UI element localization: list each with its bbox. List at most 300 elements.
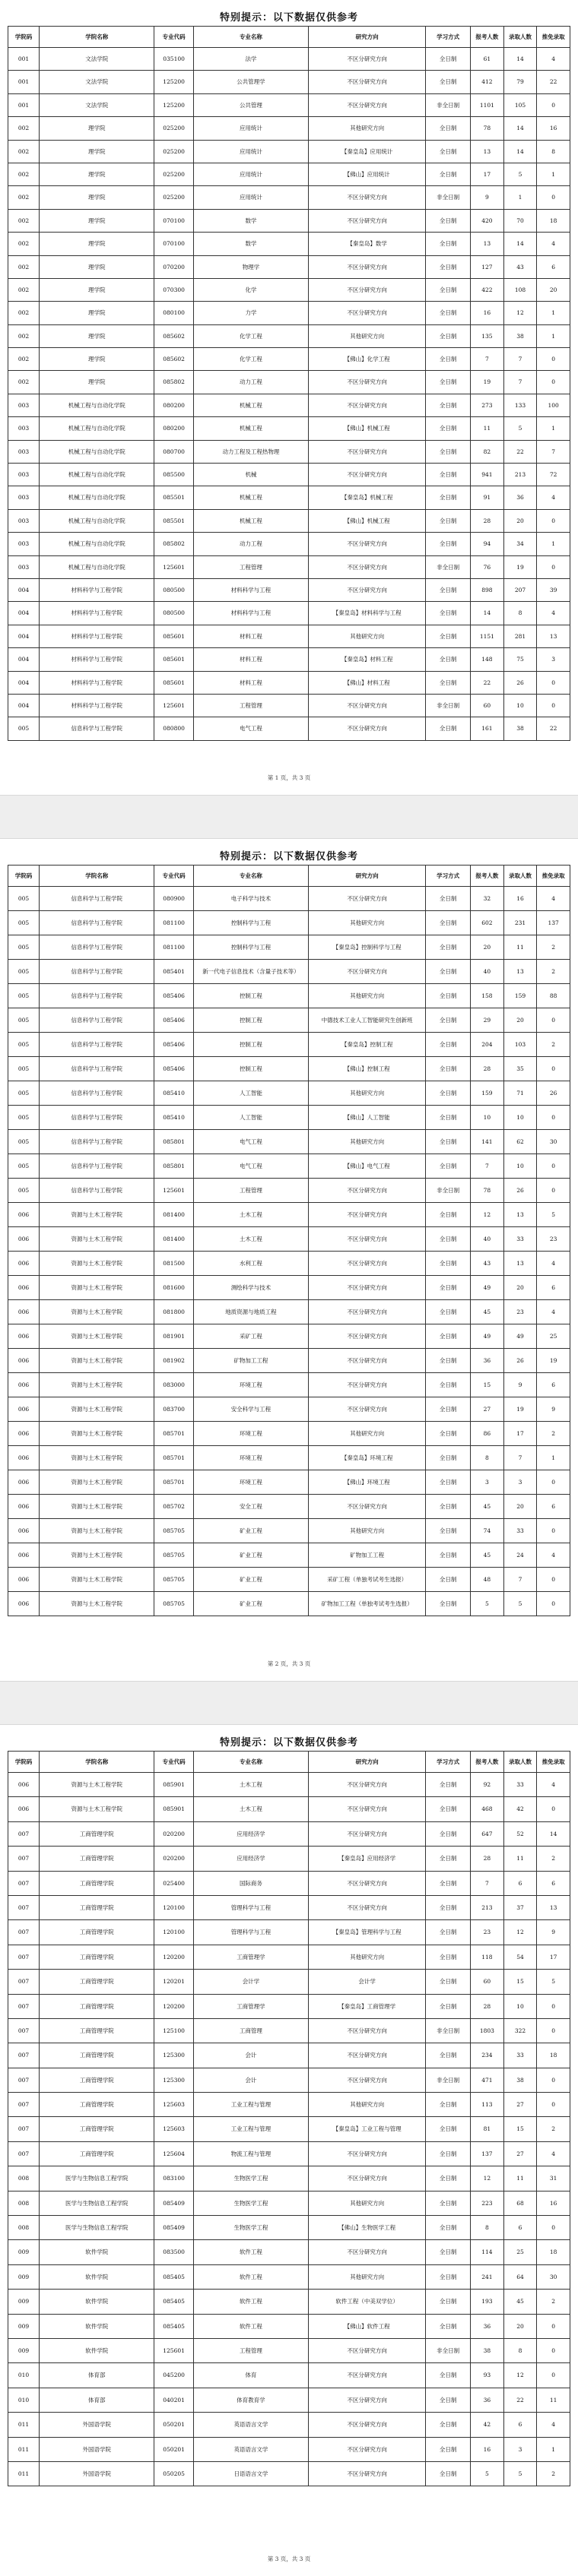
table-cell: 18 <box>537 2240 570 2264</box>
table-cell: 61 <box>471 48 504 71</box>
table-cell: 008 <box>8 2191 40 2215</box>
table-cell: 28 <box>471 1057 504 1081</box>
column-header: 专业代码 <box>154 866 193 887</box>
table-cell: 31 <box>537 2166 570 2191</box>
table-cell: 6 <box>537 1495 570 1519</box>
table-row <box>8 984 570 1008</box>
table-cell: 应用经济学 <box>193 1821 308 1846</box>
table-cell: 11 <box>537 2388 570 2412</box>
table-cell: 工程管理 <box>193 1179 308 1203</box>
table-cell: 0 <box>537 671 570 694</box>
table-cell: 测绘科学与技术 <box>193 1276 308 1300</box>
table-cell: 125604 <box>154 2141 193 2166</box>
table-cell: 不区分研究方向 <box>309 2043 426 2068</box>
table-cell: 工程管理 <box>193 2338 308 2362</box>
table-cell: 49 <box>471 1276 504 1300</box>
column-header: 报考人数 <box>471 27 504 48</box>
table-cell: 动力工程 <box>193 371 308 394</box>
table-cell: 81 <box>471 2117 504 2141</box>
table-cell: 其他研究方向 <box>309 1081 426 1106</box>
table-cell: 环境工程 <box>193 1373 308 1397</box>
table-cell: 非全日制 <box>426 186 471 209</box>
table-cell: 其他研究方向 <box>309 1519 426 1543</box>
table-cell: 【佛山】生物医学工程 <box>309 2216 426 2240</box>
table-cell: 全日制 <box>426 1057 471 1081</box>
table-cell: 49 <box>471 1324 504 1349</box>
table-cell: 全日制 <box>426 233 471 255</box>
table-cell: 080500 <box>154 602 193 625</box>
table-cell: 公共管理学 <box>193 71 308 93</box>
table-cell: 0 <box>537 694 570 717</box>
table-cell: 113 <box>471 2093 504 2117</box>
table-cell: 不区分研究方向 <box>309 1324 426 1349</box>
table-cell: 全日制 <box>426 1154 471 1179</box>
table-cell: 005 <box>8 1179 40 1203</box>
table-row <box>8 2093 570 2117</box>
table-cell: 003 <box>8 417 40 440</box>
table-cell: 全日制 <box>426 2461 471 2486</box>
table-cell: 软件工程（中美双学位） <box>309 2290 426 2314</box>
table-row <box>8 1847 570 1871</box>
table-row <box>8 2117 570 2141</box>
table-cell: 148 <box>471 648 504 671</box>
table-cell: 002 <box>8 255 40 278</box>
table-cell: 29 <box>471 1008 504 1033</box>
table-cell: 不区分研究方向 <box>309 694 426 717</box>
table-cell: 005 <box>8 1130 40 1154</box>
table-cell: 43 <box>471 1252 504 1276</box>
table-cell: 011 <box>8 2437 40 2461</box>
table-row <box>8 1543 570 1568</box>
table-cell: 非全日制 <box>426 93 471 116</box>
table-cell: 76 <box>471 555 504 578</box>
table-cell: 外国语学院 <box>40 2461 154 2486</box>
table-cell: 125100 <box>154 2018 193 2043</box>
table-cell: 不区分研究方向 <box>309 2141 426 2166</box>
table-cell: 理学院 <box>40 209 154 232</box>
page-title: 特别提示：以下数据仅供参考 <box>219 1737 358 1748</box>
table-row <box>8 1300 570 1324</box>
table-cell: 28 <box>471 1847 504 1871</box>
table-cell: 机械工程与自动化学院 <box>40 486 154 509</box>
table-cell: 英语语言文学 <box>193 2413 308 2437</box>
table-cell: 006 <box>8 1446 40 1470</box>
table-cell: 008 <box>8 2166 40 2191</box>
column-header: 学院名称 <box>40 1752 154 1773</box>
table-cell: 全日制 <box>426 2166 471 2191</box>
table-row <box>8 2068 570 2092</box>
table-cell: 5 <box>471 1592 504 1616</box>
table-cell: 37 <box>503 1895 537 1919</box>
table-row <box>8 2338 570 2362</box>
table-cell: 新一代电子信息技术（含量子技术等） <box>193 960 308 984</box>
table-row <box>8 1252 570 1276</box>
table-cell: 资源与土木工程学院 <box>40 1446 154 1470</box>
table-cell: 081500 <box>154 1252 193 1276</box>
table-cell: 0 <box>537 555 570 578</box>
table-row <box>8 2413 570 2437</box>
table-cell: 085406 <box>154 1033 193 1057</box>
table-cell: 6 <box>537 1373 570 1397</box>
table-cell: 全日制 <box>426 1568 471 1592</box>
table-cell: 7 <box>471 348 504 371</box>
table-cell: 11 <box>503 935 537 960</box>
table-cell: 12 <box>503 2363 537 2388</box>
table-cell: 中德技术工业人工智能研究生创新班 <box>309 1008 426 1033</box>
table-cell: 其他研究方向 <box>309 2191 426 2215</box>
table-cell: 3 <box>537 648 570 671</box>
table-cell: 002 <box>8 324 40 347</box>
table-cell: 理学院 <box>40 348 154 371</box>
table-cell: 23 <box>471 1920 504 1945</box>
table-cell: 7 <box>537 440 570 463</box>
table-cell: 资源与土木工程学院 <box>40 1592 154 1616</box>
table-cell: 8 <box>471 2216 504 2240</box>
table-cell: 全日制 <box>426 1773 471 1797</box>
table-cell: 【佛山】软件工程 <box>309 2314 426 2338</box>
table-cell: 231 <box>503 911 537 935</box>
table-cell: 不区分研究方向 <box>309 1397 426 1422</box>
table-cell: 全日制 <box>426 394 471 416</box>
table-cell: 083500 <box>154 2240 193 2264</box>
table-cell: 085501 <box>154 486 193 509</box>
table-cell: 004 <box>8 625 40 647</box>
table-cell: 001 <box>8 93 40 116</box>
table-cell: 002 <box>8 209 40 232</box>
table-cell: 125300 <box>154 2043 193 2068</box>
table-cell: 33 <box>503 2043 537 2068</box>
table-row <box>8 440 570 463</box>
table-row <box>8 2437 570 2461</box>
table-cell: 42 <box>471 2413 504 2437</box>
table-cell: 92 <box>471 1773 504 1797</box>
table-header-row <box>8 1752 570 1773</box>
table-row <box>8 1349 570 1373</box>
table-cell: 2 <box>537 2461 570 2486</box>
table-cell: 不区分研究方向 <box>309 2413 426 2437</box>
document-page <box>0 1725 578 2576</box>
table-cell: 材料科学与工程学院 <box>40 625 154 647</box>
table-row <box>8 2018 570 2043</box>
table-cell: 机械工程与自动化学院 <box>40 394 154 416</box>
table-cell: 7 <box>471 1871 504 1895</box>
table-cell: 004 <box>8 694 40 717</box>
table-cell: 081902 <box>154 1349 193 1373</box>
table-cell: 7 <box>503 348 537 371</box>
table-cell: 647 <box>471 1821 504 1846</box>
table-cell: 11 <box>503 1847 537 1871</box>
table-row <box>8 117 570 140</box>
table-cell: 控制科学与工程 <box>193 935 308 960</box>
table-cell: 非全日制 <box>426 2338 471 2362</box>
table-cell: 物理学 <box>193 255 308 278</box>
table-cell: 6 <box>503 2413 537 2437</box>
table-cell: 4 <box>537 1543 570 1568</box>
table-cell: 其他研究方向 <box>309 1130 426 1154</box>
table-cell: 全日制 <box>426 1349 471 1373</box>
table-cell: 120100 <box>154 1920 193 1945</box>
table-cell: 8 <box>537 140 570 163</box>
table-cell: 40 <box>471 960 504 984</box>
table-cell: 241 <box>471 2264 504 2289</box>
table-cell: 其他研究方向 <box>309 1422 426 1446</box>
table-cell: 085705 <box>154 1519 193 1543</box>
table-cell: 22 <box>503 2388 537 2412</box>
table-cell: 1 <box>537 302 570 324</box>
table-cell: 生物医学工程 <box>193 2166 308 2191</box>
table-cell: 3 <box>471 1470 504 1495</box>
table-cell: 材料科学与工程学院 <box>40 694 154 717</box>
table-cell: 机械工程与自动化学院 <box>40 555 154 578</box>
table-cell: 全日制 <box>426 1276 471 1300</box>
table-cell: 28 <box>471 1994 504 2018</box>
table-cell: 0 <box>537 1994 570 2018</box>
table-cell: 7 <box>471 1154 504 1179</box>
table-cell: 会计 <box>193 2068 308 2092</box>
table-cell: 不区分研究方向 <box>309 371 426 394</box>
table-header-row <box>8 866 570 887</box>
table-cell: 10 <box>503 1154 537 1179</box>
table-cell: 49 <box>503 1324 537 1349</box>
table-cell: 资源与土木工程学院 <box>40 1324 154 1349</box>
table-cell: 全日制 <box>426 1227 471 1252</box>
table-cell: 085705 <box>154 1592 193 1616</box>
table-cell: 050201 <box>154 2437 193 2461</box>
table-cell: 其他研究方向 <box>309 911 426 935</box>
table-cell: 全日制 <box>426 2093 471 2117</box>
table-cell: 11 <box>471 417 504 440</box>
table-cell: 003 <box>8 394 40 416</box>
table-cell: 9 <box>537 1920 570 1945</box>
table-cell: 125200 <box>154 71 193 93</box>
table-cell: 矿业工程 <box>193 1519 308 1543</box>
table-cell: 085802 <box>154 533 193 555</box>
column-header: 研究方向 <box>309 1752 426 1773</box>
table-cell: 14 <box>503 140 537 163</box>
table-cell: 080900 <box>154 887 193 911</box>
table-cell: 141 <box>471 1130 504 1154</box>
table-cell: 005 <box>8 717 40 740</box>
table-cell: 94 <box>471 533 504 555</box>
table-cell: 工商管理学院 <box>40 2117 154 2141</box>
table-cell: 009 <box>8 2240 40 2264</box>
table-cell: 006 <box>8 1422 40 1446</box>
table-cell: 全日制 <box>426 578 471 601</box>
table-cell: 【秦皇岛】数学 <box>309 233 426 255</box>
table-cell: 不区分研究方向 <box>309 2068 426 2092</box>
table-cell: 全日制 <box>426 1821 471 1846</box>
table-cell: 信息科学与工程学院 <box>40 960 154 984</box>
table-cell: 38 <box>503 2068 537 2092</box>
table-cell: 085601 <box>154 648 193 671</box>
table-row <box>8 1106 570 1130</box>
table-cell: 不区分研究方向 <box>309 533 426 555</box>
table-cell: 材料科学与工程学院 <box>40 648 154 671</box>
table-cell: 电气工程 <box>193 1130 308 1154</box>
table-cell: 085801 <box>154 1154 193 1179</box>
table-cell: 002 <box>8 348 40 371</box>
table-cell: 2 <box>537 960 570 984</box>
table-cell: 不区分研究方向 <box>309 2461 426 2486</box>
table-cell: 007 <box>8 1871 40 1895</box>
table-cell: 机械工程 <box>193 509 308 532</box>
table-cell: 不区分研究方向 <box>309 1821 426 1846</box>
table-cell: 422 <box>471 278 504 301</box>
table-cell: 全日制 <box>426 1519 471 1543</box>
table-cell: 085501 <box>154 509 193 532</box>
table-cell: 5 <box>503 417 537 440</box>
table-cell: 085405 <box>154 2264 193 2289</box>
table-cell: 资源与土木工程学院 <box>40 1252 154 1276</box>
table-row <box>8 1179 570 1203</box>
table-cell: 不区分研究方向 <box>309 1871 426 1895</box>
table-cell: 25 <box>503 2240 537 2264</box>
table-cell: 信息科学与工程学院 <box>40 911 154 935</box>
table-cell: 不区分研究方向 <box>309 302 426 324</box>
table-cell: 27 <box>503 2141 537 2166</box>
table-cell: 006 <box>8 1397 40 1422</box>
table-cell: 23 <box>503 1300 537 1324</box>
table-cell: 全日制 <box>426 2117 471 2141</box>
table-cell: 全日制 <box>426 935 471 960</box>
table-cell: 125601 <box>154 694 193 717</box>
table-cell: 机械工程与自动化学院 <box>40 440 154 463</box>
table-cell: 48 <box>471 1568 504 1592</box>
table-cell: 不区分研究方向 <box>309 555 426 578</box>
table-cell: 080200 <box>154 417 193 440</box>
table-cell: 不区分研究方向 <box>309 440 426 463</box>
table-cell: 物流工程与管理 <box>193 2141 308 2166</box>
table-cell: 6 <box>537 1871 570 1895</box>
table-cell: 223 <box>471 2191 504 2215</box>
table-cell: 控制工程 <box>193 1057 308 1081</box>
table-cell: 36 <box>471 1349 504 1373</box>
table-cell: 22 <box>537 717 570 740</box>
table-cell: 1151 <box>471 625 504 647</box>
table-cell: 003 <box>8 464 40 486</box>
table-cell: 12 <box>503 302 537 324</box>
table-row <box>8 1276 570 1300</box>
table-cell: 医学与生物信息工程学院 <box>40 2166 154 2191</box>
table-cell: 【秦皇岛】环境工程 <box>309 1446 426 1470</box>
table-cell: 全日制 <box>426 2363 471 2388</box>
table-cell: 0 <box>537 93 570 116</box>
table-cell: 0 <box>537 509 570 532</box>
table-cell: 信息科学与工程学院 <box>40 1106 154 1130</box>
table-cell: 全日制 <box>426 1397 471 1422</box>
table-cell: 理学院 <box>40 255 154 278</box>
table-row <box>8 93 570 116</box>
table-cell: 不区分研究方向 <box>309 1276 426 1300</box>
table-cell: 【秦皇岛】管理科学与工程 <box>309 1920 426 1945</box>
table-cell: 19 <box>471 371 504 394</box>
table-cell: 085602 <box>154 324 193 347</box>
table-row <box>8 625 570 647</box>
column-header: 学院名称 <box>40 866 154 887</box>
table-cell: 材料工程 <box>193 648 308 671</box>
table-cell: 信息科学与工程学院 <box>40 1154 154 1179</box>
table-cell: 081400 <box>154 1203 193 1227</box>
table-cell: 软件工程 <box>193 2240 308 2264</box>
table-cell: 不区分研究方向 <box>309 2240 426 2264</box>
table-cell: 085802 <box>154 371 193 394</box>
table-cell: 040201 <box>154 2388 193 2412</box>
table-cell: 36 <box>503 486 537 509</box>
table-cell: 001 <box>8 71 40 93</box>
table-cell: 011 <box>8 2413 40 2437</box>
table-cell: 64 <box>503 2264 537 2289</box>
document-page <box>0 0 578 795</box>
table-cell: 全日制 <box>426 2216 471 2240</box>
table-cell: 20 <box>503 2314 537 2338</box>
table-row <box>8 186 570 209</box>
table-cell: 资源与土木工程学院 <box>40 1470 154 1495</box>
table-cell: 3 <box>503 2437 537 2461</box>
table-cell: 118 <box>471 1945 504 1969</box>
table-cell: 0 <box>537 371 570 394</box>
table-cell: 资源与土木工程学院 <box>40 1349 154 1373</box>
table-cell: 36 <box>471 2388 504 2412</box>
table-cell: 不区分研究方向 <box>309 464 426 486</box>
column-header: 专业名称 <box>193 27 308 48</box>
table-row <box>8 2363 570 2388</box>
table-cell: 003 <box>8 509 40 532</box>
table-cell: 13 <box>503 960 537 984</box>
table-cell: 全日制 <box>426 417 471 440</box>
table-cell: 0 <box>537 2314 570 2338</box>
table-cell: 其他研究方向 <box>309 625 426 647</box>
table-cell: 资源与土木工程学院 <box>40 1495 154 1519</box>
table-row <box>8 2240 570 2264</box>
table-cell: 1 <box>537 533 570 555</box>
table-cell: 1 <box>537 324 570 347</box>
table-cell: 全日制 <box>426 71 471 93</box>
table-cell: 006 <box>8 1773 40 1797</box>
table-cell: 5 <box>471 2461 504 2486</box>
table-cell: 【佛山】环境工程 <box>309 1470 426 1495</box>
table-cell: 009 <box>8 2314 40 2338</box>
table-cell: 2 <box>537 1422 570 1446</box>
table-cell: 15 <box>503 1970 537 1994</box>
table-cell: 全日制 <box>426 911 471 935</box>
table-cell: 5 <box>537 1203 570 1227</box>
table-cell: 全日制 <box>426 140 471 163</box>
table-row <box>8 1008 570 1033</box>
table-cell: 79 <box>503 71 537 93</box>
table-cell: 002 <box>8 278 40 301</box>
table-cell: 6 <box>503 1871 537 1895</box>
table-cell: 125601 <box>154 2338 193 2362</box>
table-row <box>8 648 570 671</box>
table-cell: 信息科学与工程学院 <box>40 1130 154 1154</box>
table-cell: 15 <box>471 1373 504 1397</box>
table-cell: 213 <box>471 1895 504 1919</box>
table-cell: 38 <box>503 717 537 740</box>
table-cell: 085705 <box>154 1568 193 1592</box>
table-cell: 27 <box>471 1397 504 1422</box>
table-row <box>8 1470 570 1495</box>
table-cell: 20 <box>537 278 570 301</box>
table-cell: 工商管理学院 <box>40 1821 154 1846</box>
page-gap <box>0 1681 578 1725</box>
table-cell: 16 <box>503 887 537 911</box>
table-cell: 机械工程 <box>193 394 308 416</box>
table-cell: 002 <box>8 233 40 255</box>
table-cell: 004 <box>8 578 40 601</box>
table-cell: 085410 <box>154 1081 193 1106</box>
table-cell: 土木工程 <box>193 1773 308 1797</box>
table-cell: 085601 <box>154 671 193 694</box>
